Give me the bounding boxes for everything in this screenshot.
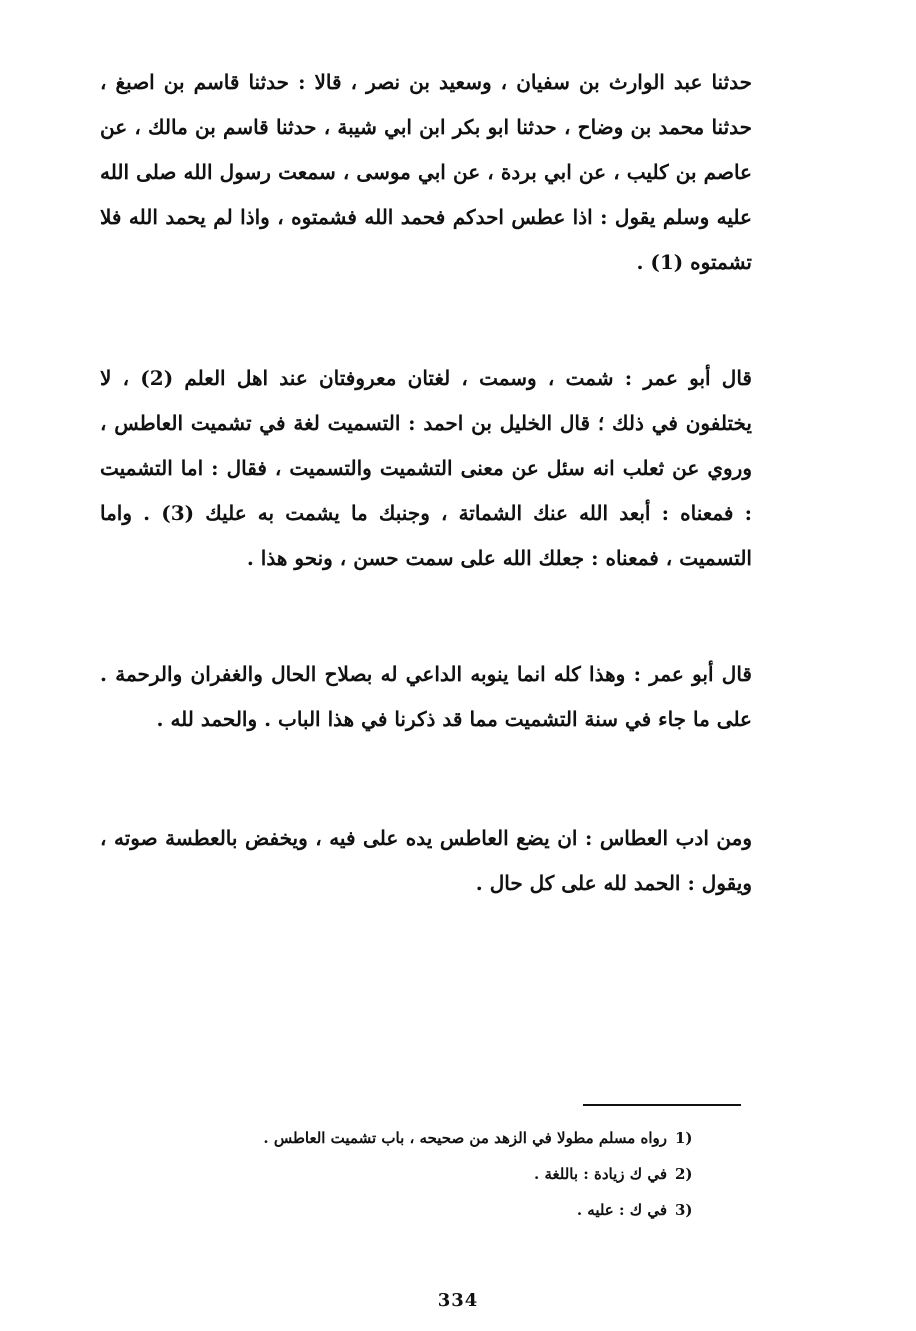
footnote-text: في ك زيادة : باللغة . — [534, 1165, 667, 1183]
hadith-paragraph: حدثنا عبد الوارث بن سفيان ، وسعيد بن نصر ، قالا : حدثنا قاسم بن اصبغ ، حدثنا محمد بن وضاح ، حدثنا ابو بكر ابن ابي شيبة ، حدثنا قاسم بن مالك ، عن عاصم بن كليب ، عن ابي بردة ، عن ابي موسى ، سمعت رسول الله صلى الله عليه وسلم يقول : اذا عطس احدكم فحمد الله فشمتوه ، واذا لم يحمد الله فلا تشمتوه (1) . — [100, 70, 752, 274]
commentary-paragraph: قال أبو عمر : وهذا كله انما ينوبه الداعي له بصلاح الحال والغفران والرحمة . على ما جاء في سنة التشميت مما قد ذكرنا في هذا الباب . والحمد لله . — [100, 662, 752, 731]
footnote-item — [81, 1192, 701, 1228]
footnote-item — [81, 1120, 701, 1156]
footnote-text: رواه مسلم مطولا في الزهد من صحيحه ، باب تشميت العاطس . — [263, 1129, 667, 1147]
page-number: 334 — [437, 1290, 479, 1311]
footnote-number: 1) — [675, 1129, 693, 1147]
footnote-number: 2) — [675, 1165, 693, 1183]
commentary-paragraph: قال أبو عمر : شمت ، وسمت ، لغتان معروفتان عند اهل العلم (2) ، لا يختلفون في ذلك ؛ قال الخليل بن احمد : التسميت لغة في تشميت العاطس ، وروي عن ثعلب انه سئل عن معنى التشميت والتسميت ، فقال : اما التشميت : فمعناه : أبعد الله عنك الشماتة ، وجنبك ما يشمت به عليك (3) . واما التسميت ، فمعناه : جعلك الله على سمت حسن ، ونحو هذا . — [100, 366, 753, 570]
footnotes-list — [81, 1120, 701, 1228]
footnote-text: في ك : عليه . — [576, 1201, 667, 1219]
footnote-item — [81, 1156, 701, 1192]
footnote-number: 3) — [675, 1201, 693, 1219]
footnote-divider — [583, 1104, 741, 1106]
etiquette-paragraph: ومن ادب العطاس : ان يضع العاطس يده على فيه ، ويخفض بالعطسة صوته ، ويقول : الحمد لله على كل حال . — [100, 826, 753, 895]
